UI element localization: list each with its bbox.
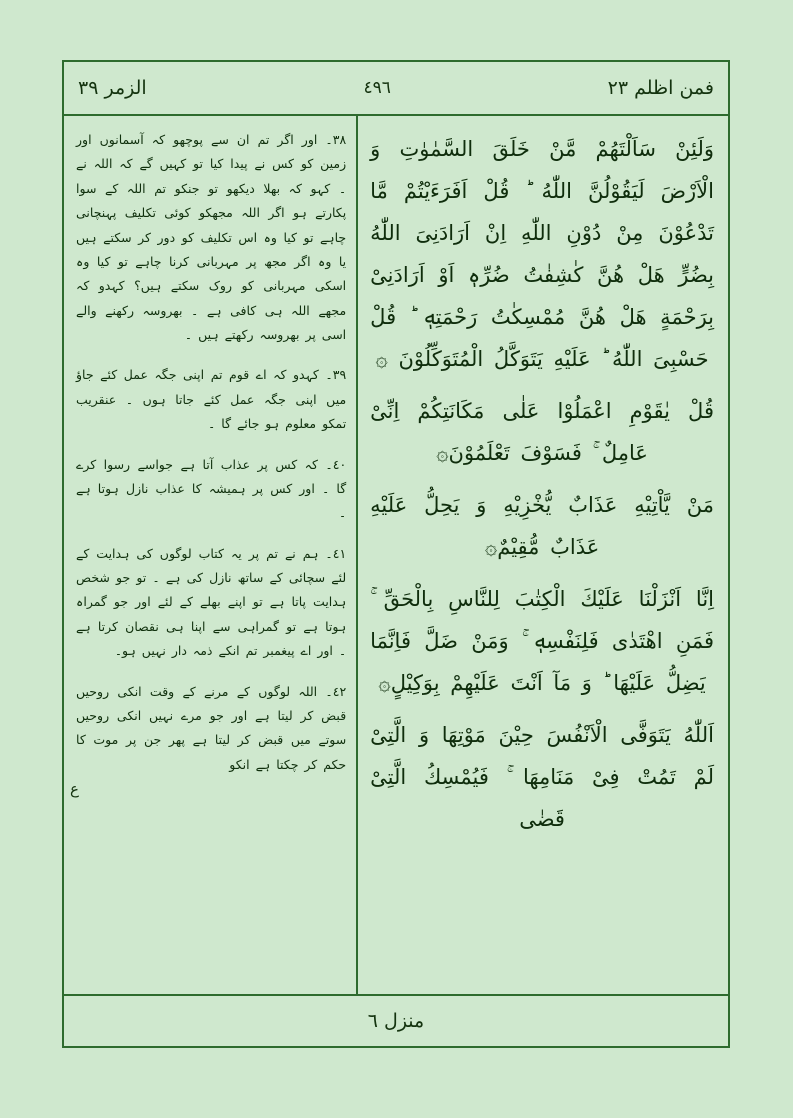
header-surah-juz-right: فمن اظلم ٢٣ [607,77,714,99]
ruku-ain-mark: ع [70,780,79,798]
page-footer [64,994,728,1046]
page-header [64,62,728,116]
urdu-paragraph: ٣٨۔ اور اگر تم ان سے پوچھو کہ آسمانوں اور زمین کو کس نے پیدا کیا تو کہیں گے کہ اللہ نے ۔ کہو کہ بھلا دیکھو تو جنکو تم اللہ کے سوا پکارتے ہو اگر اللہ مجھکو کوئی تکلیف پہنچانی چاہے تو کیا وہ اس تکلیف کو دور کر سکتے ہیں یا وہ اگر مجھ پر مہربانی کرنا چاہے تو کیا وہ اسکی مہربانی کو روک سکتے ہیں؟ کہدو کہ مجھے اللہ ہی کافی ہے ۔ بھروسہ رکھنے والے اسی پر بھروسہ رکھتے ہیں ۔ [76,132,347,342]
urdu-paragraph: ٣٩۔ کہدو کہ اے قوم تم اپنی جگہ عمل کئے جاؤ میں اپنی جگہ عمل کئے جاتا ہوں ۔ عنقریب تمکو معلوم ہو جائے گا ۔ [76,367,347,432]
urdu-paragraph: ٤٢۔ اللہ لوگوں کے مرنے کے وقت انکی روحیں قبض کر لیتا ہے اور جو مرے نہیں انکی روحیں سوتے میں قبض کر لیتا ہے پھر جن پر موت کا حکم کر چکتا ہے انکو [76,683,347,772]
page-frame [62,60,730,1048]
manzil-label: منزل ٦ [367,1010,425,1032]
ayah-block: مَنْ يَّاْتِيْهِ عَذَابٌ يُّخْزِيْهِ وَ يَحِلُّ عَلَيْهِ عَذَابٌ مُّقِيْمٌ۞ [370,493,714,559]
ayah-block: اَللّٰهُ يَتَوَفَّی الْاَنْفُسَ حِيْنَ مَوْتِهَا وَ الَّتِیْ لَمْ تَمُتْ فِیْ مَنَامِهَا ۚ فَيُمْسِكُ الَّتِیْ قَضٰی [370,723,714,831]
urdu-translation-column [64,116,356,994]
ayah-block: قُلْ يٰقَوْمِ اعْمَلُوْا عَلٰی مَكَانَتِكُمْ اِنِّیْ عَامِلٌ ۚ فَسَوْفَ تَعْلَمُوْنَ۞ [370,399,714,465]
urdu-paragraph: ٤٠۔ کہ کس پر عذاب آتا ہے جواسے رسوا کرے گا ۔ اور کس پر ہمیشہ کا عذاب نازل ہوتا ہے ۔ [76,456,347,521]
arabic-text-column [356,116,728,994]
header-surah-left: الزمر ٣٩ [78,77,147,99]
ayah-block: وَلَئِنْ سَاَلْتَهُمْ مَّنْ خَلَقَ السَّمٰوٰتِ وَ الْاَرْضَ لَيَقُوْلُنَّ اللّٰهُ ؕ قُلْ اَفَرَءَيْتُمْ مَّا تَدْعُوْنَ مِنْ دُوْنِ اللّٰهِ اِنْ اَرَادَنِیَ اللّٰهُ بِضُرٍّ هَلْ هُنَّ كٰشِفٰتُ ضُرِّهٖ اَوْ اَرَادَنِیْ بِرَحْمَةٍ هَلْ هُنَّ مُمْسِكٰتُ رَحْمَتِهٖ ؕ قُلْ حَسْبِیَ اللّٰهُ ؕ عَلَيْهِ يَتَوَكَّلُ الْمُتَوَكِّلُوْنَ ۞ [370,137,714,371]
page-body [64,116,728,994]
ayah-block: اِنَّا اَنْزَلْنَا عَلَيْكَ الْكِتٰبَ لِلنَّاسِ بِالْحَقِّ ۚ فَمَنِ اهْتَدٰی فَلِنَفْسِهٖ ۚ وَمَنْ ضَلَّ فَاِنَّمَا يَضِلُّ عَلَيْهَا ؕ وَ مَآ اَنْتَ عَلَيْهِمْ بِوَكِيْلٍ۞ [370,587,714,695]
page-number: ٤٩٦ [363,78,391,98]
urdu-paragraph: ٤١۔ ہم نے تم پر یہ کتاب لوگوں کی ہدایت کے لئے سچائی کے ساتھ نازل کی ہے ۔ تو جو شخص ہدایت پاتا ہے تو اپنے بھلے کے لئے اور جو گمراہ ہوتا ہے تو گمراہی سے اپنا ہی نقصان کرتا ہے ۔ اور اے پیغمبر تم انکے ذمہ دار نہیں ہو۔ [76,545,347,659]
